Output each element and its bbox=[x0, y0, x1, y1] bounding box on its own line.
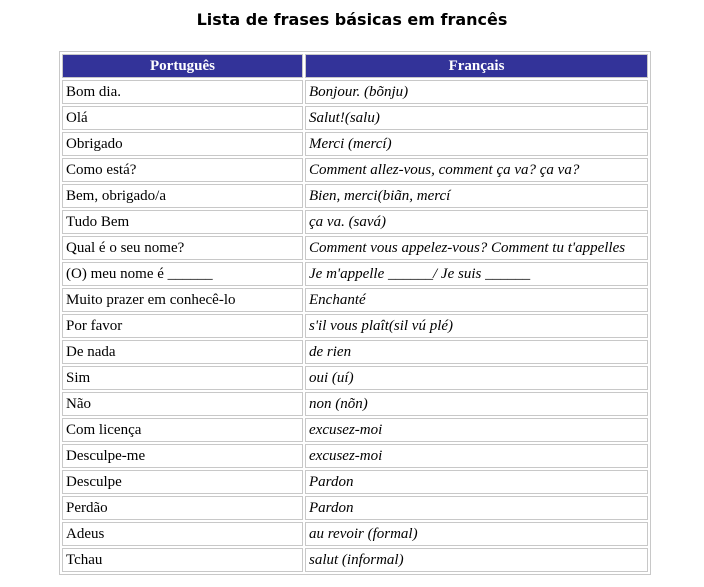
french-phrase: excusez-moi bbox=[305, 418, 648, 442]
portuguese-phrase: Adeus bbox=[62, 522, 303, 546]
french-phrase: Bonjour. (bõnju) bbox=[305, 80, 648, 104]
table-row bbox=[62, 262, 648, 286]
french-phrase: s'il vous plaît(sil vú plé) bbox=[305, 314, 648, 338]
portuguese-phrase: Bom dia. bbox=[62, 80, 303, 104]
table-row bbox=[62, 392, 648, 416]
french-phrase: Je m'appelle ______/ Je suis ______ bbox=[305, 262, 648, 286]
table-row bbox=[62, 80, 648, 104]
table-row bbox=[62, 548, 648, 572]
french-phrase: Pardon bbox=[305, 496, 648, 520]
table-row bbox=[62, 418, 648, 442]
portuguese-phrase: Bem, obrigado/a bbox=[62, 184, 303, 208]
table-row bbox=[62, 184, 648, 208]
portuguese-phrase: Não bbox=[62, 392, 303, 416]
table-row bbox=[62, 366, 648, 390]
portuguese-phrase: Por favor bbox=[62, 314, 303, 338]
french-phrase: Bien, merci(biãn, mercí bbox=[305, 184, 648, 208]
french-phrase: Salut!(salu) bbox=[305, 106, 648, 130]
table-row bbox=[62, 288, 648, 312]
portuguese-phrase: Como está? bbox=[62, 158, 303, 182]
header-french: Français bbox=[305, 54, 648, 78]
portuguese-phrase: Tudo Bem bbox=[62, 210, 303, 234]
header-portuguese: Português bbox=[62, 54, 303, 78]
table-row bbox=[62, 132, 648, 156]
page-title: Lista de frases básicas em francês bbox=[196, 10, 508, 29]
french-phrase: oui (uí) bbox=[305, 366, 648, 390]
table-header-row bbox=[62, 54, 648, 78]
portuguese-phrase: Perdão bbox=[62, 496, 303, 520]
french-phrase: ça va. (savá) bbox=[305, 210, 648, 234]
table-row bbox=[62, 158, 648, 182]
table-row bbox=[62, 444, 648, 468]
french-phrase: de rien bbox=[305, 340, 648, 364]
portuguese-phrase: Muito prazer em conhecê-lo bbox=[62, 288, 303, 312]
portuguese-phrase: (O) meu nome é ______ bbox=[62, 262, 303, 286]
portuguese-phrase: Qual é o seu nome? bbox=[62, 236, 303, 260]
portuguese-phrase: Obrigado bbox=[62, 132, 303, 156]
french-phrase: Pardon bbox=[305, 470, 648, 494]
french-phrase: Enchanté bbox=[305, 288, 648, 312]
portuguese-phrase: Desculpe-me bbox=[62, 444, 303, 468]
table-row bbox=[62, 522, 648, 546]
table-row bbox=[62, 236, 648, 260]
portuguese-phrase: De nada bbox=[62, 340, 303, 364]
table-row bbox=[62, 496, 648, 520]
french-phrase: Comment vous appelez-vous? Comment tu t'appelles bbox=[305, 236, 648, 260]
portuguese-phrase: Tchau bbox=[62, 548, 303, 572]
table-body bbox=[62, 80, 648, 572]
table-row bbox=[62, 470, 648, 494]
french-phrase: excusez-moi bbox=[305, 444, 648, 468]
portuguese-phrase: Sim bbox=[62, 366, 303, 390]
table-row bbox=[62, 340, 648, 364]
french-phrase: Merci (mercí) bbox=[305, 132, 648, 156]
portuguese-phrase: Olá bbox=[62, 106, 303, 130]
french-phrase: non (nõn) bbox=[305, 392, 648, 416]
table-row bbox=[62, 314, 648, 338]
french-phrase: au revoir (formal) bbox=[305, 522, 648, 546]
french-phrase: salut (informal) bbox=[305, 548, 648, 572]
phrase-table bbox=[59, 51, 651, 575]
table-row bbox=[62, 106, 648, 130]
french-phrase: Comment allez-vous, comment ça va? ça va? bbox=[305, 158, 648, 182]
portuguese-phrase: Com licença bbox=[62, 418, 303, 442]
table-row bbox=[62, 210, 648, 234]
portuguese-phrase: Desculpe bbox=[62, 470, 303, 494]
